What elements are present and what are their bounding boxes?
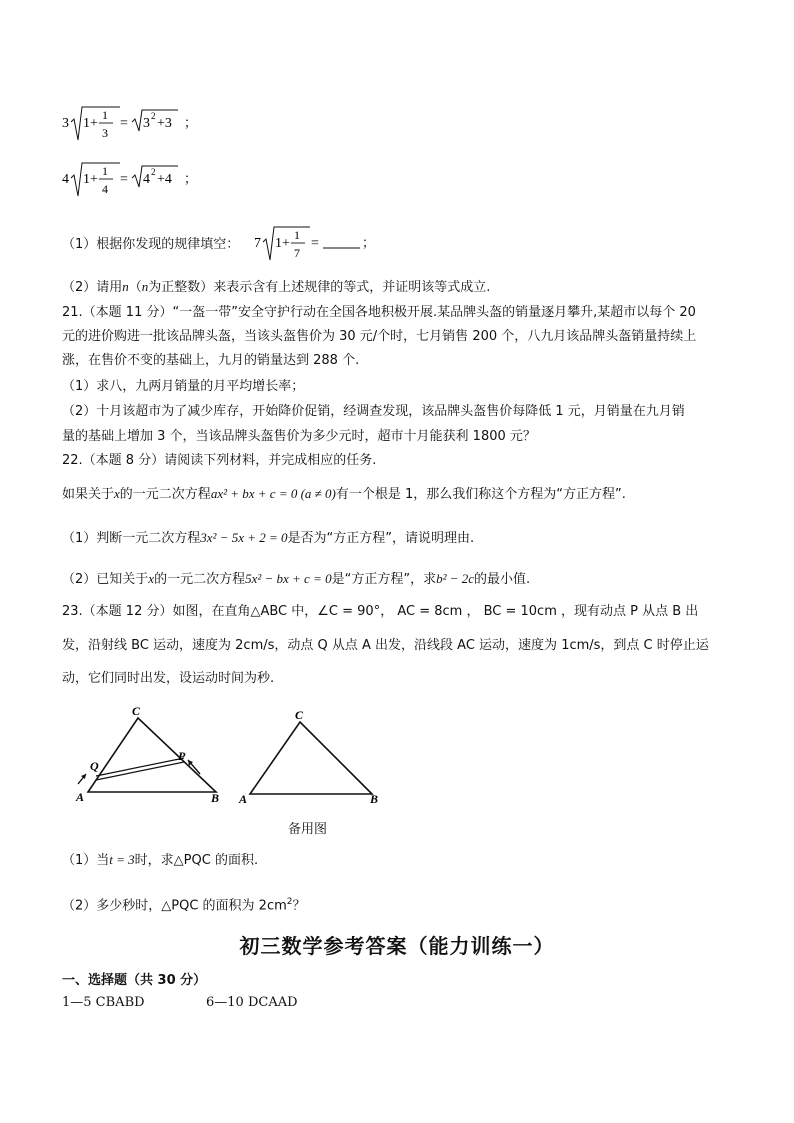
q22-def-a: 如果关于 [62, 487, 115, 502]
q21-line-1: 21.（本题 11 分）“一盔一带”安全守护行动在全国各地积极开展.某品牌头盔的销量逐月攀升,某超市以每个 20 [62, 305, 696, 320]
formula-2-num: 1 [102, 164, 108, 178]
formula-1-rhs-add: +3 [157, 116, 172, 131]
q22-p1-a: （1）判断一元二次方程 [62, 531, 201, 546]
q23-line-2: 发，沿射线 BC 运动，速度为 2cm/s，动点 Q 从点 A 出发，沿线段 AC 运动，速度为 1cm/s，到点 C 时停止运 [62, 638, 709, 653]
formula-1-rhs-exp: 2 [151, 111, 156, 121]
q20-part1-radical [254, 224, 394, 264]
formula-2-rhs-add: +4 [157, 172, 172, 187]
q23-line-1: 23.（本题 12 分）如图，在直角△ABC 中，∠C = 90°， AC = 8cm ， BC = 10cm ，现有动点 P 从点 B 出 [62, 604, 699, 619]
formula-2-sep: ； [184, 172, 198, 187]
q23-line-3: 动，它们同时出发，设运动时间为秒. [62, 671, 275, 686]
q22-p1-b: 是否为“方正方程”，请说明理由. [287, 531, 475, 546]
formula-1-sep: ； [184, 116, 198, 131]
fig1-label-b: B [211, 791, 220, 805]
formula-1-num: 1 [102, 108, 108, 122]
formula-2-coef: 4 [62, 172, 69, 187]
svg-text:1+: 1+ [83, 172, 98, 187]
q22-p2-b: 的一元二次方程 [154, 572, 246, 587]
q20-part1-text: （1）根据你发现的规律填空： [62, 237, 240, 252]
q23-figure-backup [236, 704, 396, 814]
q22-p2-x: x [148, 571, 155, 586]
q22-definition [62, 485, 626, 504]
q20-part1 [62, 236, 239, 254]
q23-p1-a: （1）当 [62, 853, 110, 868]
q23-part1 [62, 851, 258, 870]
q22-def-x: x [114, 486, 120, 501]
formula-1-den: 3 [102, 126, 108, 140]
svg-text:=: = [311, 236, 319, 251]
formula-2-radical [62, 160, 222, 200]
q22-part1 [62, 529, 474, 548]
fig1-label-a: A [76, 790, 85, 804]
formula-2-rhs-exp: 2 [151, 167, 156, 177]
q22-p1-eq: 3x² − 5x + 2 = 0 [200, 530, 288, 545]
answer-row-2: 6—10 DCAAD [206, 995, 298, 1010]
q20-coef: 7 [254, 236, 261, 251]
q23-p2-sup: 2 [286, 897, 293, 907]
answer-section-title: 一、选择题（共 30 分） [62, 973, 207, 988]
q22-p2-c: 是“方正方程”，求 [331, 572, 437, 587]
q20-part2 [62, 278, 490, 297]
q22-def-b: 的一元二次方程 [119, 487, 211, 502]
svg-text:=: = [120, 116, 128, 131]
q22-def-eq: ax² + bx + c = 0 (a ≠ 0) [210, 486, 336, 501]
q22-p2-d: 的最小值. [474, 572, 531, 587]
fig2-label-a: A [239, 792, 248, 806]
q23-p1-b: 时，求△PQC 的面积. [134, 853, 259, 868]
q23-p2-a: （2）多少秒时，△PQC 的面积为 2cm [62, 898, 287, 914]
q23-figure-main [70, 704, 250, 814]
q21-line-3: 涨，在售价不变的基础上，九月的销量达到 288 个. [62, 353, 360, 368]
q20-var-n-2: n [141, 279, 149, 294]
q20-part2-c: 为正整数）来表示含有上述规律的等式，并证明该等式成立. [148, 280, 491, 295]
q21-line-2: 元的进价购进一批该品牌头盔，当该头盔售价为 30 元/个时，七月销售 200 个，八九月该品牌头盔销量持续上 [62, 329, 697, 344]
q22-p2-expr: b² − 2c [436, 571, 475, 586]
q22-def-c: 有一个根是 1，那么我们称这个方程为“方正方程”. [335, 487, 626, 502]
svg-text:1+: 1+ [83, 116, 98, 131]
q20-num: 1 [294, 228, 300, 242]
fig2-label-c: C [295, 708, 304, 722]
fig1-label-p: P [178, 749, 186, 763]
q20-part2-a: （2）请用 [62, 280, 123, 295]
q23-part2 [62, 893, 306, 915]
q21-part2-line-2: 量的基础上增加 3 个，当该品牌头盔售价为多少元时，超市十月能获利 1800 元？ [62, 429, 536, 444]
q22-part2 [62, 570, 530, 589]
q22-p2-a: （2）已知关于 [62, 572, 149, 587]
formula-2-den: 4 [102, 182, 108, 196]
q22-p2-eq: 5x² − bx + c = 0 [245, 571, 332, 586]
formula-1-coef: 3 [62, 116, 69, 131]
q23-p2-b: ？ [292, 898, 306, 914]
q20-den: 7 [294, 246, 300, 260]
formula-2-rhs-base: 4 [143, 172, 150, 187]
answer-title: 初三数学参考答案（能力训练一） [239, 934, 555, 958]
q21-part2-line-1: （2）十月该超市为了减少库存，开始降价促销，经调查发现，该品牌头盔售价每降低 1 元，月销量在九月销 [62, 404, 685, 419]
svg-text:=: = [120, 172, 128, 187]
formula-1-rhs-base: 3 [143, 116, 150, 131]
q23-p1-t: t = 3 [109, 852, 135, 867]
fig2-label-b: B [370, 792, 379, 806]
q22-header: 22.（本题 8 分）请阅读下列材料，并完成相应的任务. [62, 453, 377, 468]
q21-part1: （1）求八，九两月销量的月平均增长率； [62, 379, 305, 394]
figure-caption: 备用图 [288, 822, 328, 837]
q20-part2-b: （ [128, 280, 142, 295]
fig1-label-q: Q [90, 759, 99, 773]
q20-part1-suffix: ； [362, 236, 376, 251]
svg-text:1+: 1+ [275, 236, 290, 251]
answer-row-1: 1—5 CBABD [62, 995, 145, 1010]
formula-1-radical [62, 104, 222, 144]
fig1-label-c: C [132, 704, 141, 718]
q20-var-n: n [122, 279, 129, 294]
